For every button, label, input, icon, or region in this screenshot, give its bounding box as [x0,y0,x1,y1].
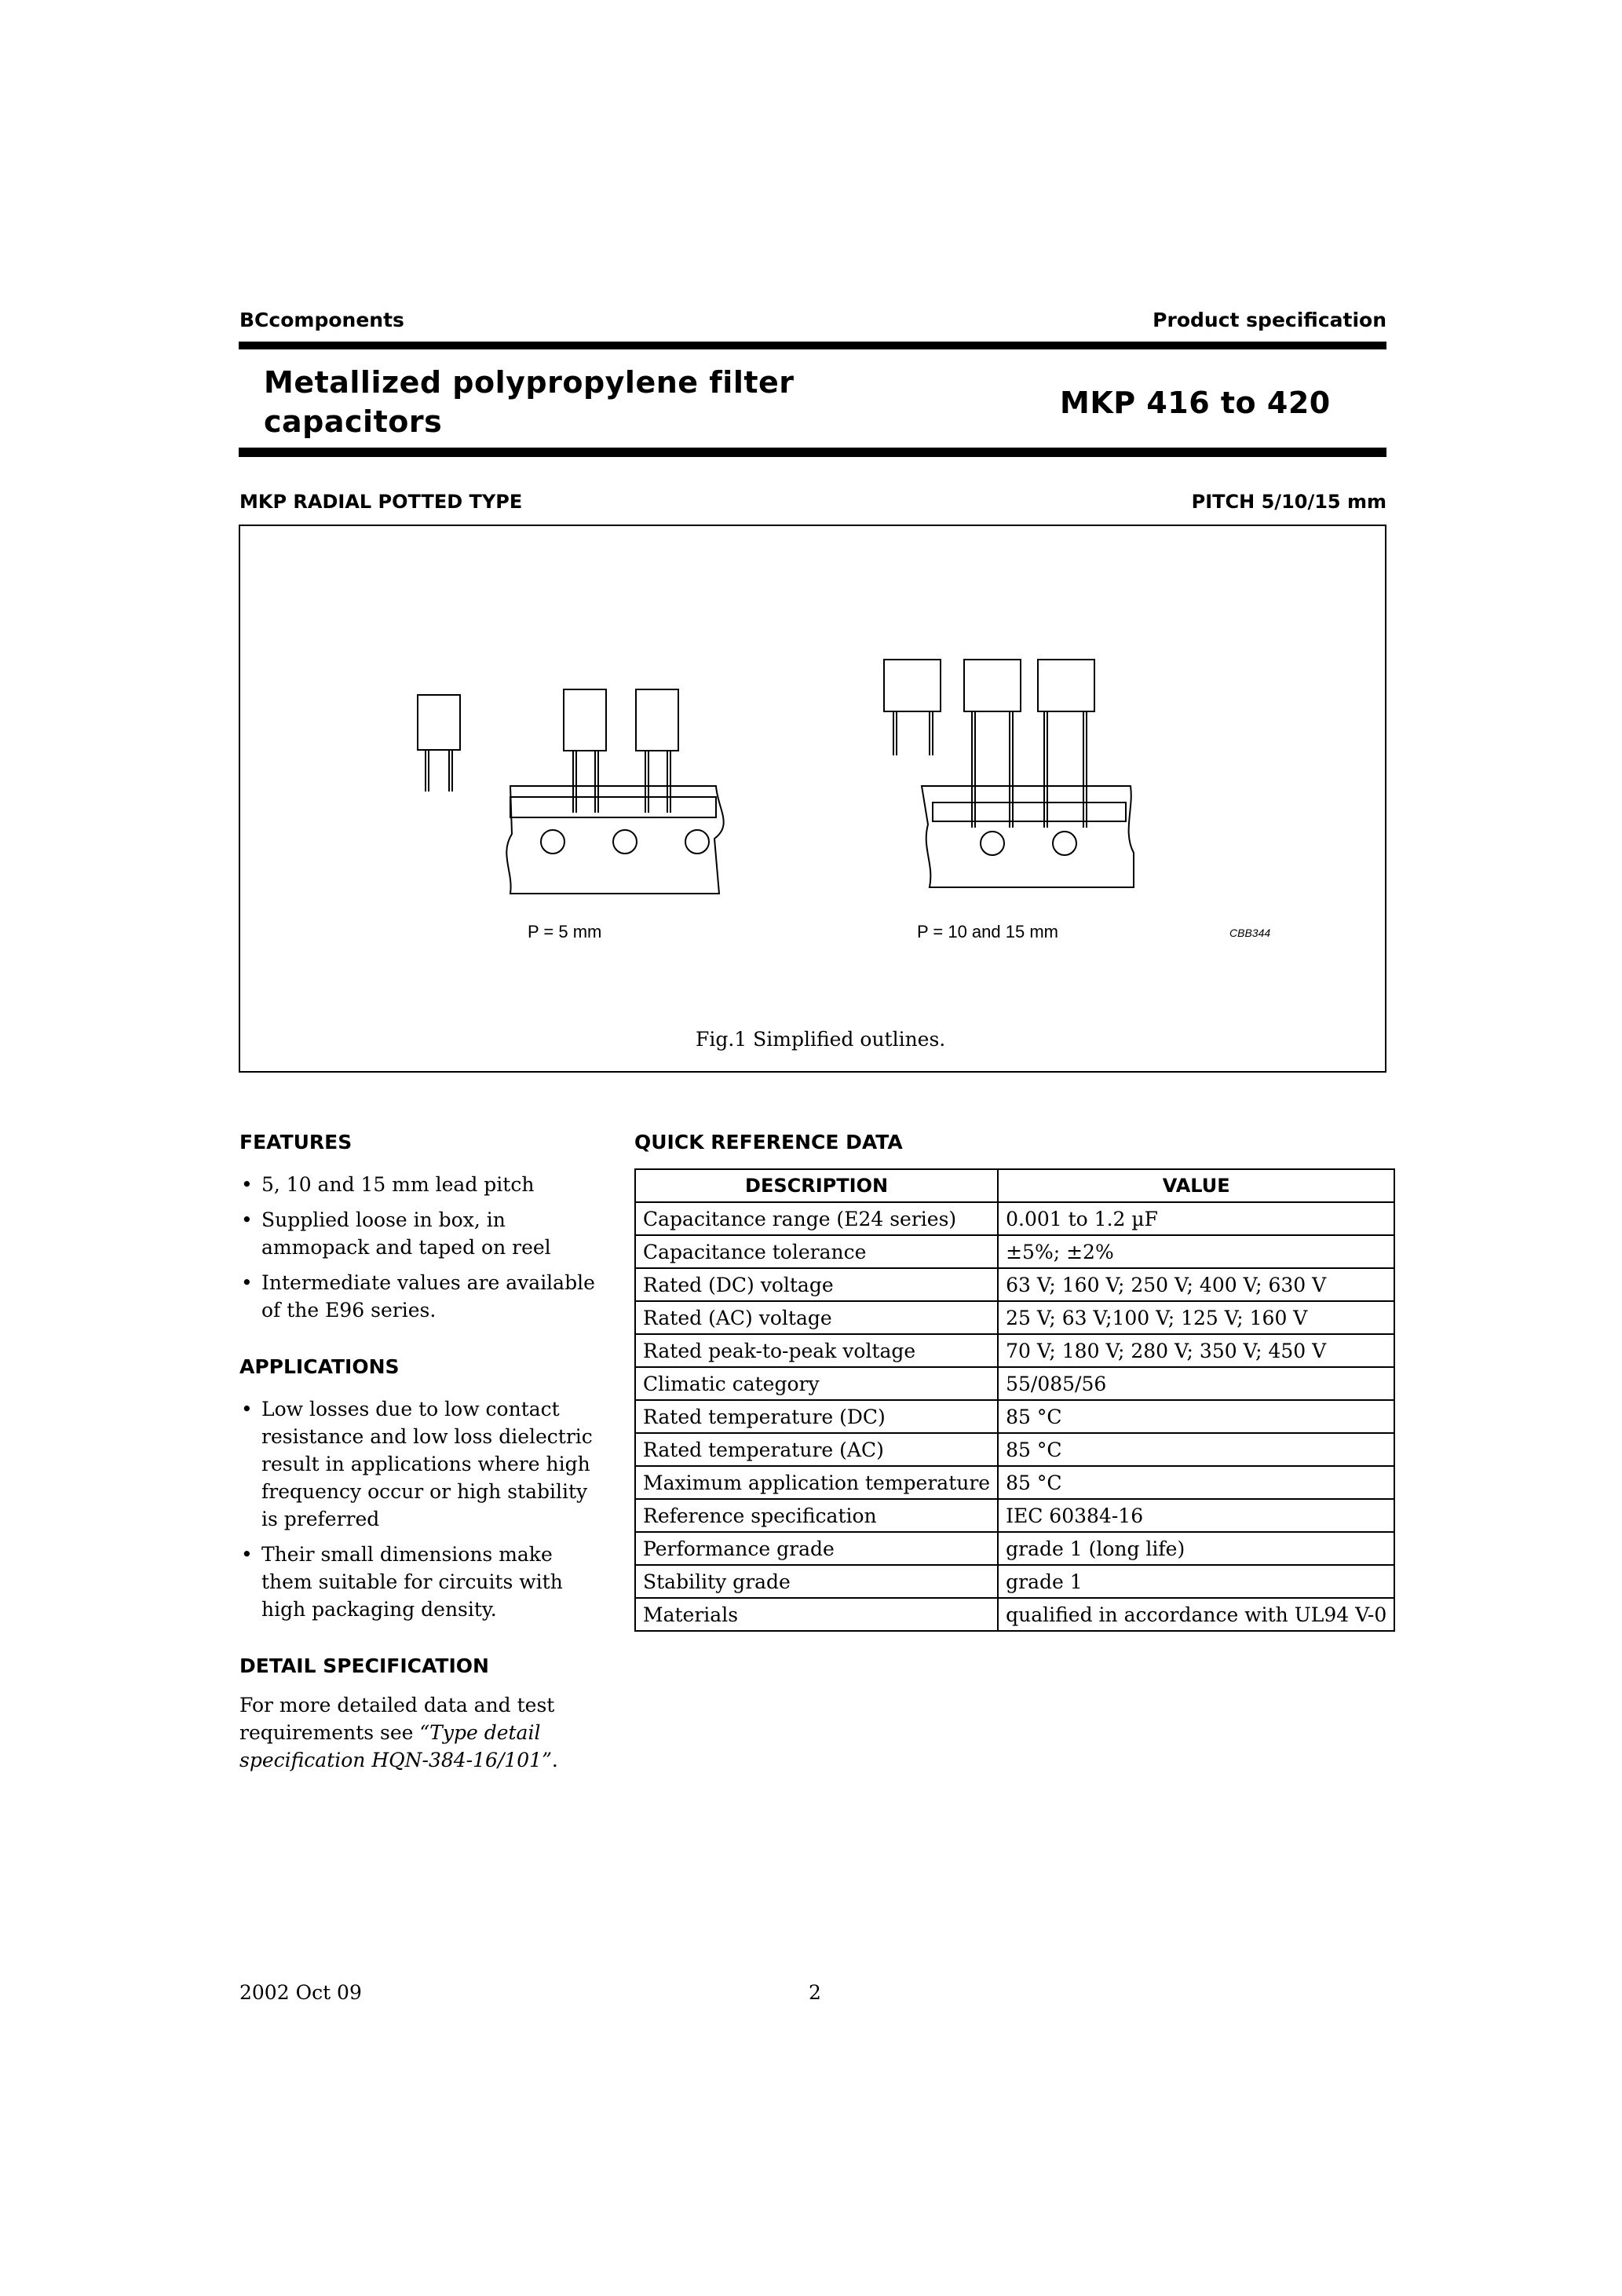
cell-value: IEC 60384-16 [998,1499,1394,1532]
table-row [635,1334,1394,1367]
table-row [635,1466,1394,1499]
table-row [635,1565,1394,1598]
table-row [635,1367,1394,1400]
cell-description: Stability grade [635,1565,998,1598]
table-row [635,1433,1394,1466]
tape-strip-10mm [922,786,1134,887]
column-header-description: DESCRIPTION [635,1169,998,1202]
tape-strip-5mm [506,786,723,894]
figure-label-5mm: P = 5 mm [528,922,602,941]
list-item: • Intermediate values are available of the E96 series. [239,1269,608,1324]
part-range: MKP 416 to 420 [1060,386,1331,420]
cell-description: Rated temperature (DC) [635,1400,998,1433]
detail-text-reference: “Type detail specification HQN-384-16/101” [239,1721,552,1771]
table-row [635,1235,1394,1268]
table-header-row [635,1169,1394,1202]
cell-value: ±5%; ±2% [998,1235,1394,1268]
cell-description: Rated (AC) voltage [635,1301,998,1334]
cell-description: Climatic category [635,1367,998,1400]
cell-value: 63 V; 160 V; 250 V; 400 V; 630 V [998,1268,1394,1301]
cell-value: grade 1 [998,1565,1394,1598]
qrd-heading: QUICK REFERENCE DATA [634,1131,903,1153]
footer-date: 2002 Oct 09 [239,1981,362,2004]
list-item: • Low losses due to low contact resistance and low loss dielectric result in applications where high frequency occur or high stability is preferred [239,1395,608,1533]
subheader-left: MKP RADIAL POTTED TYPE [239,491,523,513]
quick-reference-table [634,1168,1395,1632]
cell-value: qualified in accordance with UL94 V-0 [998,1598,1394,1631]
detail-text-end: . [551,1749,558,1771]
applications-heading: APPLICATIONS [239,1355,400,1378]
title-line-1: Metallized polypropylene filter [264,365,795,400]
title-rule [239,448,1386,457]
capacitor-outline-drawing [240,526,1385,1071]
table-row [635,1499,1394,1532]
figure-frame [239,525,1386,1073]
left-column [239,1131,608,1774]
list-item: • Supplied loose in box, in ammopack and taped on reel [239,1206,608,1261]
cell-value: 0.001 to 1.2 µF [998,1202,1394,1235]
cell-value: grade 1 (long life) [998,1532,1394,1565]
cell-value: 85 °C [998,1400,1394,1433]
cell-description: Performance grade [635,1532,998,1565]
table-row [635,1400,1394,1433]
list-item: • Their small dimensions make them suitable for circuits with high packaging density. [239,1541,608,1623]
detail-text-plain: For more detailed data and test requirements see [239,1694,555,1744]
capacitor-body [418,695,460,750]
figure-caption: Fig.1 Simplified outlines. [696,1028,946,1051]
table-row [635,1532,1394,1565]
header-rule [239,342,1386,349]
document-type: Product specification [1153,309,1386,331]
cell-description: Rated (DC) voltage [635,1268,998,1301]
page-number: 2 [809,1981,821,2004]
table-row [635,1301,1394,1334]
cell-description: Capacitance tolerance [635,1235,998,1268]
cell-description: Materials [635,1598,998,1631]
table-body [635,1202,1394,1631]
cell-value: 25 V; 63 V;100 V; 125 V; 160 V [998,1301,1394,1334]
subheader-right: PITCH 5/10/15 mm [1191,491,1386,513]
applications-list [239,1395,608,1623]
company-name: BCcomponents [239,309,404,331]
features-list [239,1171,608,1324]
figure-label-10-15mm: P = 10 and 15 mm [917,922,1058,941]
cell-value: 85 °C [998,1433,1394,1466]
page-title [264,363,795,441]
cell-description: Reference specification [635,1499,998,1532]
figure-code: CBB344 [1229,927,1271,939]
features-heading: FEATURES [239,1131,353,1153]
cell-description: Rated peak-to-peak voltage [635,1334,998,1367]
detail-text [239,1691,608,1774]
cell-description: Capacitance range (E24 series) [635,1202,998,1235]
cell-description: Maximum application temperature [635,1466,998,1499]
cell-value: 55/085/56 [998,1367,1394,1400]
cell-description: Rated temperature (AC) [635,1433,998,1466]
table-row [635,1202,1394,1235]
column-header-value: VALUE [998,1169,1394,1202]
table-row [635,1268,1394,1301]
cell-value: 70 V; 180 V; 280 V; 350 V; 450 V [998,1334,1394,1367]
table-row [635,1598,1394,1631]
detail-heading: DETAIL SPECIFICATION [239,1654,489,1677]
cell-value: 85 °C [998,1466,1394,1499]
title-line-2: capacitors [264,404,443,439]
list-item: • 5, 10 and 15 mm lead pitch [239,1171,608,1198]
